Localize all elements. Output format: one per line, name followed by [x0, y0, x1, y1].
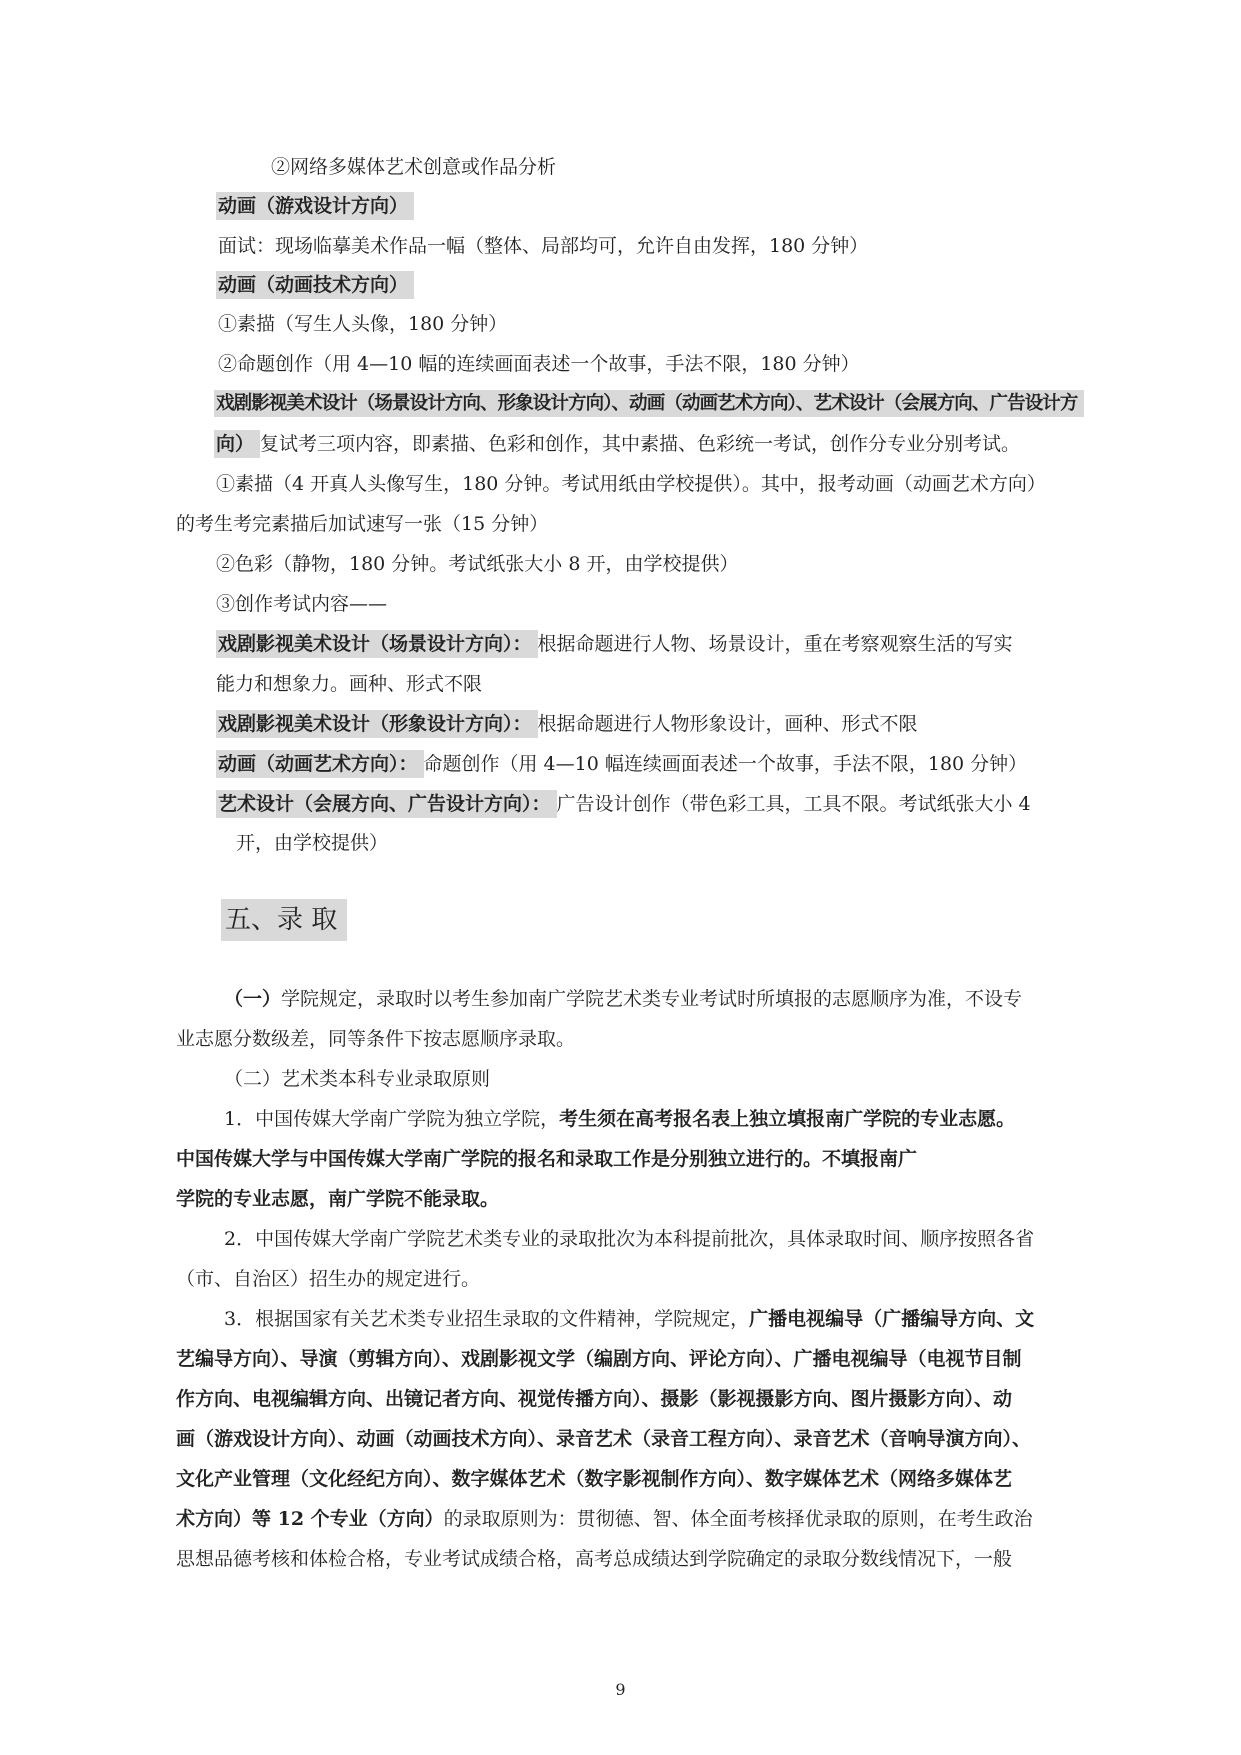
bold-span: 考生须在高考报名表上独立填报南广学院的专业志愿。 — [559, 1108, 1016, 1130]
bold-span: 术方向）等 12 个专业（方向） — [176, 1508, 444, 1530]
text-line — [214, 431, 1020, 457]
highlight: 戏剧影视美术设计（场景设计方向、形象设计方向）、动画（动画艺术方向）、艺术设计（会展方向、广告设计方 — [214, 390, 1084, 417]
text-line: ①素描（写生人头像，180 分钟） — [218, 313, 508, 335]
highlight: 向） — [214, 430, 260, 458]
bold-span: （一） — [224, 988, 282, 1010]
text-line: 的考生考完素描后加试速写一张（15 分钟） — [176, 513, 549, 535]
bold-span: 广播电视编导（广播编导方向、文 — [749, 1308, 1035, 1330]
text-line: 开，由学校提供） — [236, 832, 389, 854]
major-heading — [216, 193, 414, 219]
text-span: 的录取原则为：贯彻德、智、体全面考核择优录取的原则，在考生政治 — [443, 1508, 1033, 1530]
text-span: 3．根据国家有关艺术类专业招生录取的文件精神，学院规定， — [224, 1308, 750, 1330]
text-span: 根据命题进行人物、场景设计，重在考察观察生活的写实 — [537, 633, 1013, 655]
section-heading — [221, 900, 347, 940]
text-line: ①素描（4 开真人头像写生，180 分钟。考试用纸由学校提供）。其中，报考动画（动画艺术方向） — [216, 473, 1046, 495]
highlight: 戏剧影视美术设计（形象设计方向）： — [216, 710, 538, 738]
text-line: 艺编导方向）、导演（剪辑方向）、戏剧影视文学（编剧方向、评论方向）、广播电视编导（电视节目制 — [176, 1348, 1022, 1370]
text-line — [176, 1506, 1033, 1532]
text-line — [216, 751, 1027, 777]
highlight: 动画（动画艺术方向）： — [216, 750, 424, 778]
text-line: ②色彩（静物，180 分钟。考试纸张大小 8 开，由学校提供） — [216, 553, 739, 575]
text-line: 中国传媒大学与中国传媒大学南广学院的报名和录取工作是分别独立进行的。不填报南广 — [176, 1148, 918, 1170]
text-line: 面试：现场临摹美术作品一幅（整体、局部均可，允许自由发挥，180 分钟） — [218, 235, 869, 257]
text-span: 广告设计创作（带色彩工具，工具不限。考试纸张大小 4 — [556, 793, 1031, 815]
text-line: 画（游戏设计方向）、动画（动画技术方向）、录音艺术（录音工程方向）、录音艺术（音响导演方向）、 — [176, 1428, 1032, 1450]
major-heading — [214, 391, 1084, 417]
major-heading — [216, 272, 414, 298]
text-line: （二）艺术类本科专业录取原则 — [224, 1068, 491, 1090]
text-span: 学院规定，录取时以考生参加南广学院艺术类专业考试时所填报的志愿顺序为准，不设专 — [281, 988, 1023, 1010]
text-line: 2．中国传媒大学南广学院艺术类专业的录取批次为本科提前批次，具体录取时间、顺序按照各省 — [224, 1228, 1035, 1250]
text-line — [216, 711, 918, 737]
text-line — [224, 986, 1022, 1012]
text-line: 业志愿分数级差，同等条件下按志愿顺序录取。 — [176, 1028, 576, 1050]
text-line — [224, 1106, 1015, 1132]
text-line: 学院的专业志愿，南广学院不能录取。 — [176, 1188, 500, 1210]
highlight: 戏剧影视美术设计（场景设计方向）： — [216, 630, 538, 658]
text-line: 能力和想象力。画种、形式不限 — [216, 673, 483, 695]
text-line: 文化产业管理（文化经纪方向）、数字媒体艺术（数字影视制作方向）、数字媒体艺术（网络多媒体艺 — [176, 1468, 1013, 1490]
text-line: 作方向、电视编辑方向、出镜记者方向、视觉传播方向）、摄影（影视摄影方向、图片摄影方向）、动 — [176, 1388, 1013, 1410]
text-span: 复试考三项内容，即素描、色彩和创作，其中素描、色彩统一考试，创作分专业分别考试。 — [260, 433, 1021, 455]
highlight: 艺术设计（会展方向、广告设计方向）： — [216, 790, 557, 818]
text-line — [224, 1306, 1034, 1332]
text-line: ②网络多媒体艺术创意或作品分析 — [271, 156, 557, 178]
page-number: 9 — [615, 1680, 626, 1699]
highlight: 五、录 取 — [221, 899, 347, 941]
highlight: 动画（动画技术方向） — [216, 271, 414, 299]
text-line — [216, 791, 1031, 817]
text-line: ③创作考试内容—— — [216, 593, 388, 615]
text-span: 1．中国传媒大学南广学院为独立学院， — [224, 1108, 560, 1130]
text-line: 思想品德考核和体检合格，专业考试成绩合格，高考总成绩达到学院确定的录取分数线情况下，一般 — [176, 1548, 1013, 1570]
text-line — [216, 631, 1013, 657]
highlight: 动画（游戏设计方向） — [216, 192, 414, 220]
text-span: 根据命题进行人物形象设计，画种、形式不限 — [537, 713, 918, 735]
text-span: 命题创作（用 4—10 幅连续画面表述一个故事，手法不限，180 分钟） — [423, 753, 1028, 775]
text-line: ②命题创作（用 4—10 幅的连续画面表述一个故事，手法不限，180 分钟） — [218, 353, 860, 375]
text-line: （市、自治区）招生办的规定进行。 — [176, 1268, 481, 1290]
